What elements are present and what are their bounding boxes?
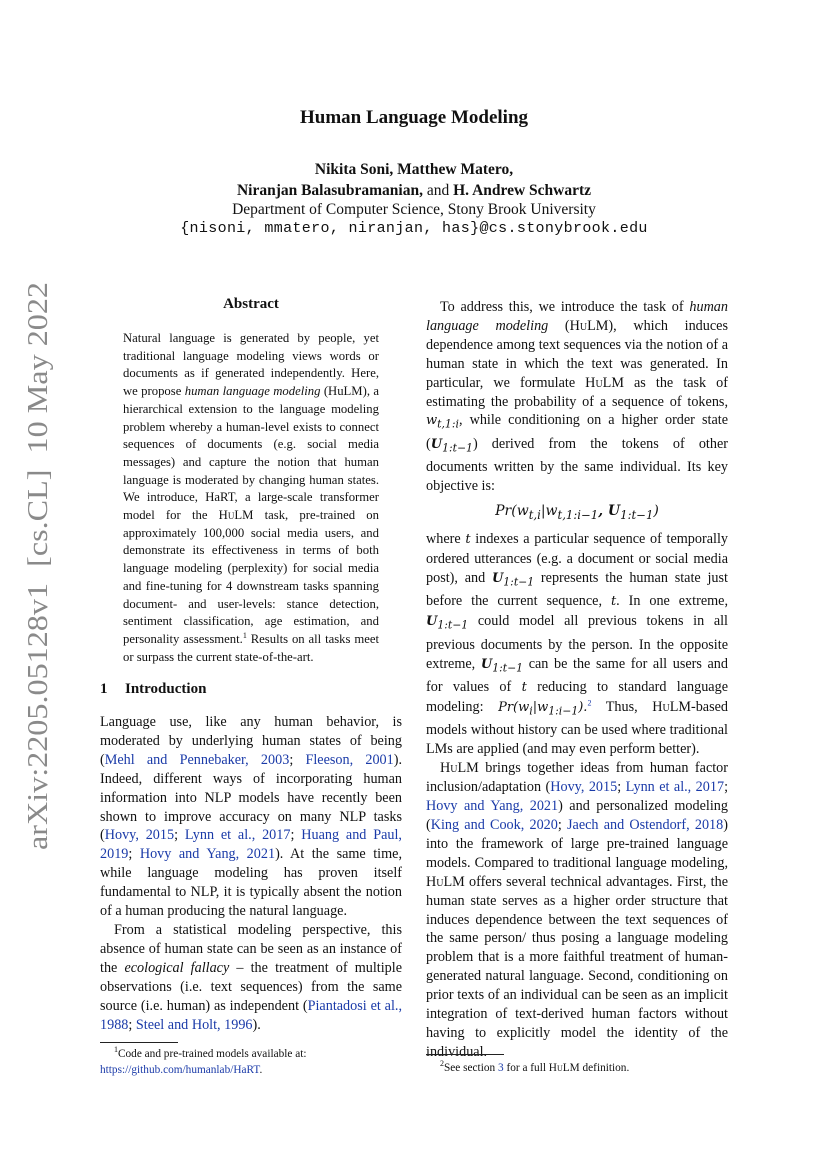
math-inline: [480, 656, 524, 675]
text-run: LM task, pre-trained on approximately 100,000 social media users, and demonstrate its effectiveness in terms of both language modeling (perplexity) for social media and fine-tuning for 4 downstream tasks spanning document- and user-levels: stance detection, sentiment classification, age estimation, and personality assessment.: [123, 508, 379, 646]
paragraph: [100, 921, 402, 1034]
citation-link[interactable]: Piantadosi et al., 1988: [100, 997, 402, 1033]
citation-link[interactable]: Hovy, 2015: [104, 827, 175, 844]
arxiv-stamp-text: arXiv:2205.05128v1 [cs.CL] 10 May 2022: [23, 355, 54, 850]
citation-link[interactable]: Lynn et al., 2017: [625, 779, 725, 796]
footnote-divider: [100, 1042, 178, 1043]
math-symbol: t: [610, 594, 617, 610]
text-run: (HuLM), a hierarchical extension to the language modeling problem whereby a human-level exists to connect sequences of documents (e.g. social media messages) and capture the notion that human language is moderated by changing human states. We introduce, HaRT, a large-scale transformer model for the H: [123, 384, 379, 523]
math-symbol: t: [521, 680, 527, 696]
text-run: could model all previous tokens in all previous documents by the person. In the opposite extreme,: [426, 613, 728, 672]
citation-link[interactable]: Fleeson, 2001: [305, 751, 394, 768]
math-subscript: t,1:i: [437, 418, 459, 432]
abstract-paragraph: [123, 330, 379, 666]
text-run: represents the human state just before the current sequence,: [426, 569, 728, 610]
math-symbol: |w: [532, 699, 549, 715]
citation-link[interactable]: Lynn et al., 2017: [184, 827, 291, 844]
text-run: where: [426, 530, 466, 547]
math-symbol: , U: [598, 503, 621, 520]
small-caps: u: [579, 317, 588, 334]
author-name: H. Andrew Schwartz: [453, 182, 592, 199]
text-run: ).: [252, 1016, 261, 1033]
text-run: ). Indeed, different ways of incorporating human information into NLP models have recently been shown to improve accuracy on many NLP tasks (: [100, 751, 403, 844]
author-emails: {nisoni, mmatero, niranjan, has}@cs.stonybrook.edu: [180, 220, 648, 237]
footnote-2: [426, 1060, 728, 1076]
footnote-mark[interactable]: 1: [242, 630, 247, 640]
small-caps: u: [662, 698, 670, 715]
small-caps: u: [595, 374, 603, 391]
paragraph: [426, 530, 728, 759]
math-inline: [498, 699, 588, 718]
text-run: , while conditioning on a higher order state (: [426, 412, 728, 452]
text-run: LM-based models without history can be used where traditional LMs are applied (and may even perform better).: [426, 698, 728, 758]
math-symbol: ): [653, 503, 659, 520]
text-run: From a statistical modeling perspective, this absence of human state can be seen as an instance of the: [100, 921, 402, 976]
repository-link[interactable]: https://github.com/humanlab/HaRT: [100, 1064, 260, 1076]
paragraph: [426, 298, 728, 496]
text-run: ;: [724, 779, 729, 796]
text-run: ;: [289, 751, 306, 768]
right-column-body: [426, 298, 728, 1062]
math-symbol: U: [430, 436, 443, 452]
text-run: Thus, H: [591, 698, 663, 715]
text-run: H: [440, 760, 451, 777]
small-caps: u: [227, 508, 235, 523]
footnote-number: 1: [114, 1045, 118, 1055]
math-symbol: ).: [578, 699, 588, 715]
emphasis: human language modeling: [426, 299, 728, 334]
text-run: ) into the framework of large pre-trained language models. Compared to traditional language modeling, H: [426, 817, 728, 890]
footnote-text: Code and pre-trained models available at:: [118, 1048, 307, 1060]
text-run: LM), which induces dependence among text sequences via the notion of a human state in which the text was generated. In particular, we formulate H: [426, 317, 728, 391]
text-run: can be the same for all users and for values of: [426, 655, 728, 696]
text-run: Language use, like any human behavior, is moderated by underlying human states of being (: [100, 714, 402, 768]
math-inline: [430, 436, 473, 455]
text-run: ;: [128, 846, 140, 863]
citation-link[interactable]: Steel and Holt, 1996: [135, 1016, 253, 1033]
section-heading: [100, 681, 206, 698]
math-symbol: U: [480, 656, 493, 672]
math-subscript: 1:t−1: [503, 575, 535, 589]
footnote-mark[interactable]: 2: [587, 698, 592, 708]
citation-link[interactable]: Huang and Paul, 2019: [100, 827, 402, 863]
small-caps: u: [556, 1062, 563, 1074]
abstract-heading: Abstract: [223, 296, 279, 312]
citation-link[interactable]: Jaech and Ostendorf, 2018: [567, 817, 724, 834]
footnote-text: See section: [444, 1062, 498, 1074]
small-caps: u: [436, 873, 444, 890]
math-subscript: i: [529, 704, 533, 718]
text-run: To address this, we introduce the task of: [440, 299, 690, 315]
text-run: ;: [617, 779, 626, 796]
text-run: Results on all tasks meet or surpass the current state-of-the-art.: [123, 631, 379, 664]
footnote-divider: [426, 1054, 504, 1055]
affiliation: Department of Computer Science, Stony Brook University: [232, 201, 596, 218]
text-run: . In one extreme,: [616, 593, 728, 610]
math-subscript: t,i: [528, 508, 541, 523]
footnote-text: LM definition.: [562, 1062, 630, 1074]
math-subscript: 1:t−1: [492, 661, 524, 675]
small-caps: u: [450, 760, 458, 777]
text-run: ). At the same time, while language modeling has proven itself fundamental to NLP, it is typically absent the notion of a human producing the natural language.: [100, 846, 402, 920]
arxiv-stamp-svg: [17, 280, 57, 850]
text-run: ;: [290, 827, 302, 844]
equation-body: [495, 503, 659, 523]
text-run: ;: [128, 1016, 136, 1033]
text-run: indexes a particular sequence of temporally ordered utterances (e.g. a document or social media post), and: [426, 530, 728, 586]
text-run: ;: [557, 817, 567, 834]
text-run: LM brings together ideas from human factor inclusion/adaptation (: [426, 760, 728, 796]
text-run: (H: [548, 317, 580, 334]
paragraph: [100, 713, 402, 921]
abstract-body: [123, 330, 379, 666]
citation-link[interactable]: King and Cook, 2020: [430, 817, 558, 834]
math-subscript: 1:t−1: [437, 618, 469, 632]
math-symbol: t: [465, 531, 471, 547]
text-run: LM offers several technical advantages. First, the human state serves as a higher order structure that induces dependence between the text sequences of the same person/ thus posing a language modeling problem that is a more faithful treatment of human-generated natural language. Second, conditioning on prior texts of an individual can be seen as an implicit integration of text-derived human factors without having to explicitly model the identity of the individual.: [426, 873, 728, 1060]
section-number: 1: [100, 681, 108, 697]
section-title: Introduction: [125, 681, 207, 697]
math-subscript: 1:t−1: [442, 441, 473, 455]
math-inline: [426, 413, 459, 432]
author-list-line-2: [0, 182, 828, 200]
text-run: – the treatment of multiple observations (i.e. text sequences) from the same source (i.e. human) as independent (: [100, 959, 402, 1014]
math-subscript: t,1:i−1: [557, 508, 599, 523]
arxiv-stamp: [17, 280, 57, 850]
math-symbol: U: [491, 570, 504, 586]
paragraph: [426, 759, 728, 1062]
emphasis: human language modeling: [184, 384, 321, 399]
footnote-1: [100, 1046, 402, 1078]
math-subscript: 1:i−1: [548, 704, 579, 718]
text-run: reducing to standard language modeling:: [426, 679, 728, 715]
section-reference-link[interactable]: 3: [497, 1062, 504, 1074]
text-run: Natural language is generated by people, yet traditional language modeling views words or documents as if generated independently. Here, we propose: [123, 331, 379, 399]
text-run: ;: [174, 827, 185, 844]
author-name: Niranjan Balasubramanian,: [236, 182, 423, 199]
math-inline: [491, 570, 535, 589]
footnote-number: 2: [440, 1059, 444, 1069]
left-column-body: [100, 713, 402, 1034]
math-symbol: |w: [540, 503, 558, 520]
math-symbol: U: [426, 614, 438, 630]
math-subscript: 1:t−1: [620, 508, 654, 523]
text-run: ) and personalized modeling (: [426, 798, 728, 834]
author-list-line-1: Nikita Soni, Matthew Matero,: [314, 161, 514, 178]
footnote-text: for a full H: [503, 1062, 557, 1074]
display-equation: [426, 502, 728, 525]
paper-title: Human Language Modeling: [299, 107, 529, 128]
emphasis: ecological fallacy: [124, 959, 230, 976]
citation-link[interactable]: Hovy and Yang, 2021: [139, 846, 276, 863]
footnote-text: .: [259, 1064, 263, 1076]
citation-link[interactable]: Mehl and Pennebaker, 2003: [104, 751, 290, 768]
citation-link[interactable]: Hovy and Yang, 2021: [426, 798, 559, 815]
math-symbol: Pr(w: [495, 503, 529, 520]
citation-link[interactable]: Hovy, 2015: [550, 779, 618, 796]
math-symbol: w: [426, 413, 438, 429]
author-conjunction: and: [426, 182, 450, 199]
text-run: ) derived from the tokens of other documents written by the same individual. Its key objective is:: [426, 435, 728, 495]
math-symbol: Pr(w: [498, 699, 530, 715]
math-inline: [426, 614, 469, 632]
text-run: LM as the task of estimating the probability of a sequence of tokens,: [426, 374, 728, 410]
